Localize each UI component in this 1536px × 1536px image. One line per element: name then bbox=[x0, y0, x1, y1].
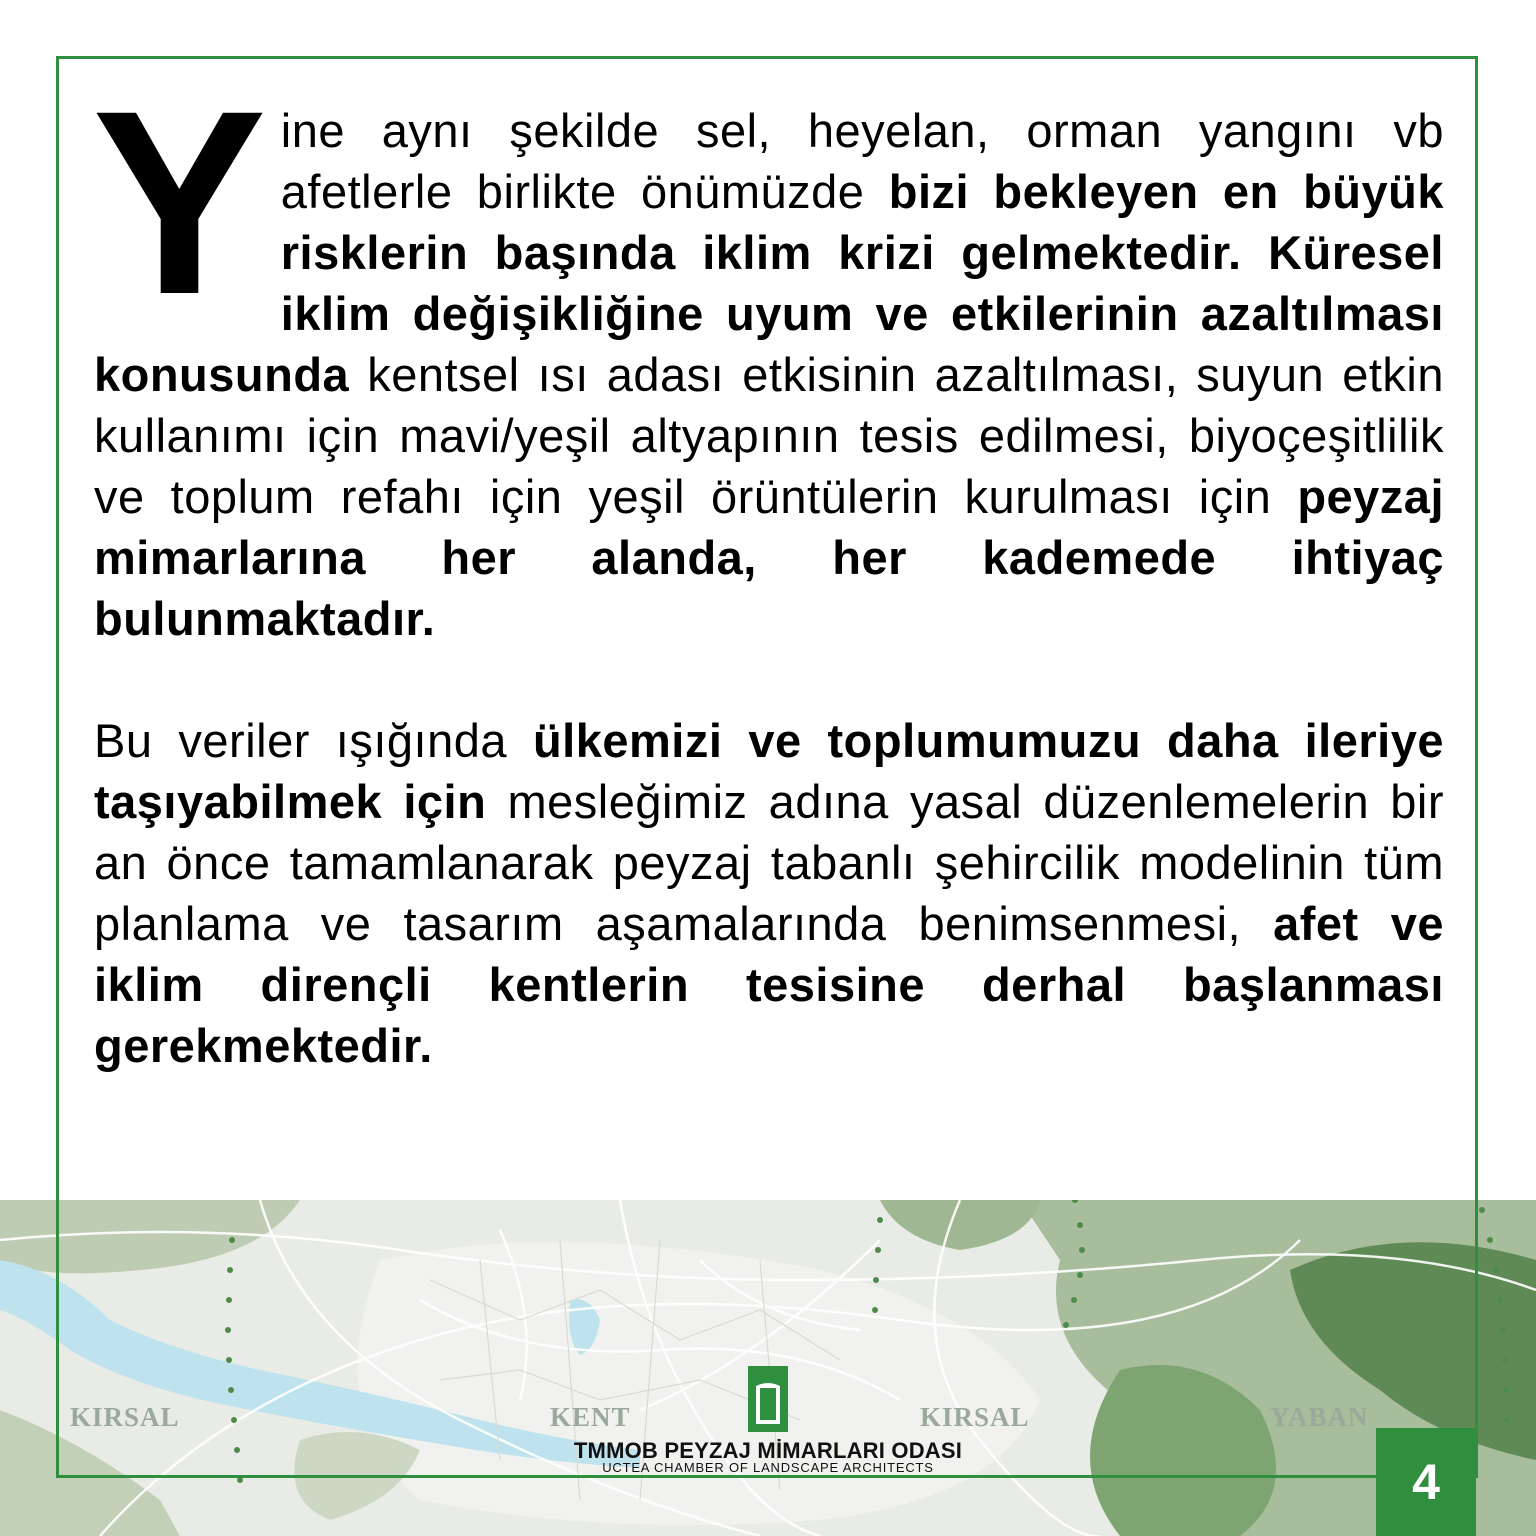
p1-seg-0: ine aynı şekilde sel, heyelan, orman yangını vb afetlerle birlikte önümüzde bbox=[280, 104, 1444, 218]
p1-seg-3: peyzaj mimarlarına her alanda, her kademede ihtiyaç bulunmaktadır. bbox=[94, 470, 1444, 645]
zone-label-kirsal-right: KIRSAL bbox=[920, 1402, 1030, 1432]
chamber-logo-icon bbox=[748, 1366, 788, 1432]
p2-seg-2: mesleğimiz adına yasal düzenlemelerin bir an önce tamamlanarak peyzaj tabanlı şehircilik modelinin tüm planlama ve tasarım aşamalarında benimsenmesi, bbox=[94, 775, 1444, 950]
p1-seg-2: kentsel ısı adası etkisinin azaltılması, suyun etkin kullanımı için mavi/yeşil altyapının tesis edilmesi, biyoçeşitlilik ve toplum refahı için yeşil örüntülerin kurulması için bbox=[94, 348, 1444, 523]
zone-label-yaban: YABAN bbox=[1270, 1402, 1369, 1432]
article-body bbox=[92, 56, 1445, 1076]
org-subtitle: UCTEA CHAMBER OF LANDSCAPE ARCHITECTS bbox=[602, 1460, 934, 1475]
dropcap-letter: Y bbox=[92, 56, 263, 349]
org-name: TMMOB PEYZAJ MİMARLARI ODASI bbox=[573, 1438, 963, 1463]
zone-label-kirsal-left: KIRSAL bbox=[70, 1402, 180, 1432]
p1-seg-1: bizi bekleyen en büyük risklerin başında iklim krizi gelmektedir. Küresel iklim değişikliğine uyum ve etkilerinin azaltılması konusunda bbox=[94, 165, 1444, 401]
p2-seg-1: ülkemizi ve toplumumuzu daha ileriye taşıyabilmek için bbox=[94, 714, 1444, 828]
paragraph-2 bbox=[94, 710, 1444, 1076]
page-number-badge bbox=[1376, 1428, 1476, 1536]
p2-seg-0: Bu veriler ışığında bbox=[94, 714, 533, 767]
p2-seg-3: afet ve iklim dirençli kentlerin tesisine derhal başlanması gerekmektedir. bbox=[94, 897, 1445, 1072]
page-number: 4 bbox=[1412, 1454, 1440, 1510]
zone-label-kent: KENT bbox=[550, 1402, 631, 1432]
paragraph-1 bbox=[92, 56, 1444, 649]
